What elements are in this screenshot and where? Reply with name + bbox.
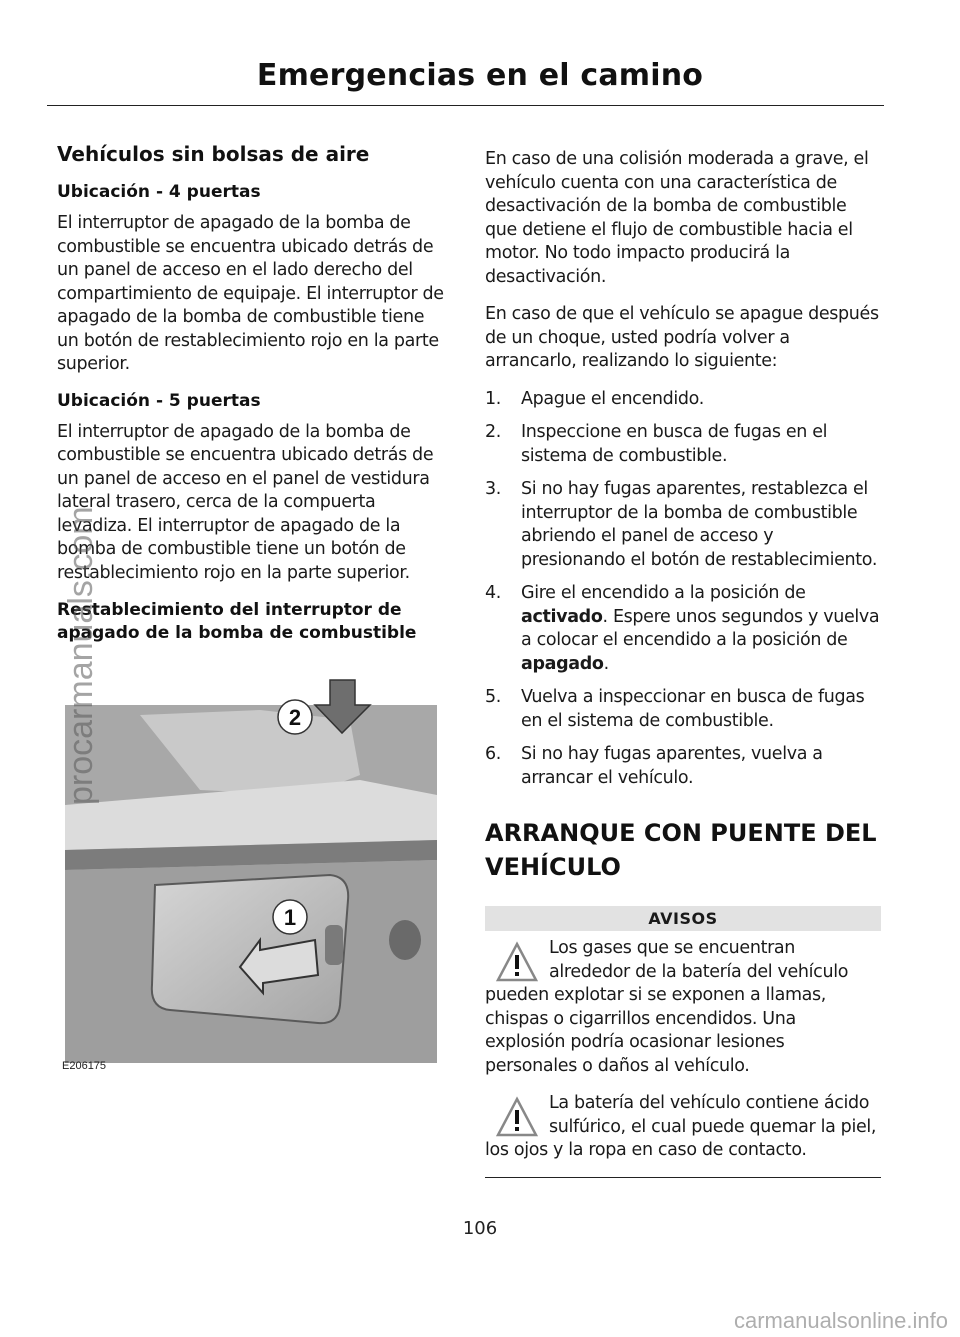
jump-start-heading: ARRANQUE CON PUENTE DEL VEHÍCULO — [485, 819, 877, 881]
paragraph-restart: En caso de que el vehículo se apague después de un choque, usted podría volver a arrancarlo, realizando lo siguiente: — [485, 304, 879, 371]
right-column — [485, 148, 881, 1178]
access-panel — [152, 875, 348, 1023]
bottom-watermark: carmanualsonline.info — [733, 1308, 948, 1333]
svg-text:2: 2 — [288, 705, 302, 730]
paragraph-5-doors: El interruptor de apagado de la bomba de combustible se encuentra ubicado detrás de un panel de acceso en el panel de vestidura lateral trasero, cerca de la compuerta levadiza. El interruptor de apagado de la bomba de combustible tiene un botón de restablecimiento rojo en la parte superior. — [57, 421, 434, 583]
warning-triangle-icon — [495, 941, 539, 983]
step-item: 4. Gire el encendido a la posición de activado. Espere unos segundos y vuelva a colocar el encendido a la posición de apagado. — [485, 583, 880, 674]
warning-gases: Los gases que se encuentran alrededor de la batería del vehículo pueden explotar si se exponen a llamas, chispas o cigarrillos encendidos. Una explosión podría ocasionar lesiones personales o daños al vehículo. — [485, 938, 849, 1076]
subheading-4-doors: Ubicación - 4 puertas — [57, 182, 261, 202]
side-watermark: procarmanuals.com — [62, 506, 100, 805]
warning-triangle-icon — [495, 1096, 539, 1138]
subheading-5-doors: Ubicación - 5 puertas — [57, 390, 261, 411]
fuel-pump-switch-figure — [60, 675, 440, 1075]
paragraph-shutoff: En caso de una colisión moderada a grave, el vehículo cuenta con una característica de desactivación de la bomba de combustible que detiene el flujo de combustible hacia el motor. No todo impacto producirá la desactivación. — [485, 149, 869, 287]
subheading-reset: Restablecimiento del interruptor de apagado de la bomba de combustible — [57, 600, 417, 643]
svg-text:1: 1 — [283, 905, 297, 930]
step-item: 3. Si no hay fugas aparentes, restablezca el interruptor de la bomba de combustible abriendo el panel de acceso y presionando el botón de restablecimiento. — [485, 479, 878, 570]
step-item: 1. Apague el encendido. — [485, 388, 704, 409]
warnings-header: AVISOS — [485, 906, 881, 931]
page-number: 106 — [462, 1218, 498, 1239]
step-item: 2. Inspeccione en busca de fugas en el sistema de combustible. — [485, 422, 828, 466]
warning-acid: La batería del vehículo contiene ácido sulfúrico, el cual puede quemar la piel, los ojos y la ropa en caso de contacto. — [485, 1093, 877, 1160]
page-title: Emergencias en el camino — [256, 58, 704, 93]
warnings-divider — [485, 1177, 881, 1178]
figure-code: E206175 — [62, 1060, 107, 1072]
step-item: 6. Si no hay fugas aparentes, vuelva a arrancar el vehículo. — [485, 744, 823, 788]
paragraph-4-doors: El interruptor de apagado de la bomba de combustible se encuentra ubicado detrás de un panel de acceso en el lado derecho del compartimiento de equipaje. El interruptor de apagado de la bomba de combustible tiene un botón de restablecimiento rojo en la parte superior. — [57, 213, 444, 374]
section-heading: Vehículos sin bolsas de aire — [57, 142, 370, 166]
left-column — [57, 142, 447, 659]
step-item: 5. Vuelva a inspeccionar en busca de fugas en el sistema de combustible. — [485, 687, 865, 731]
figure-illustration — [60, 675, 440, 1075]
restart-steps — [485, 388, 881, 791]
title-divider — [47, 105, 884, 106]
